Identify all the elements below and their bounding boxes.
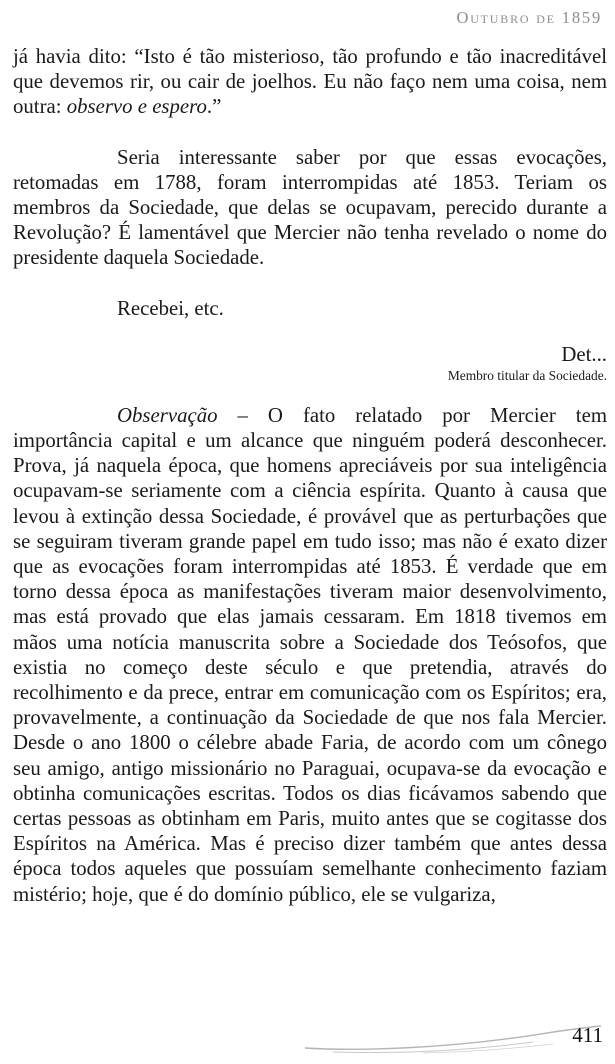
page-body: [13, 44, 607, 907]
paragraph-1-text: já havia dito: “Isto é tão misterioso, tão profundo e tão inacreditável que devemos rir, ou cair de joelhos. Eu não faço nem uma coisa, nem outra:: [13, 45, 607, 119]
signature-role: Membro titular da Sociedade.: [447, 367, 607, 383]
page-footer: [303, 1012, 603, 1056]
page-number: 411: [572, 1023, 603, 1047]
paragraph-1-end: .”: [206, 95, 222, 119]
observation-text: – O fato relatado por Mercier tem importância capital e um alcance que ninguém poderá desconhecer. Prova, já naquela época, que homens apreciáveis por sua inteligência ocupavam-se seriamente com a ciência espírita. Quanto à causa que levou à extinção dessa Sociedade, é provável que as perturbações que se seguiram tiveram grande papel em tudo isso; mas não é exato dizer que as evocações foram interrompidas até 1853. É verdade que em torno dessa época as manifestações tiveram maior desenvolvimento, mas está provado que elas jamais cessaram. Em 1818 tivemos em mãos uma notícia manuscrita sobre a Sociedade dos Teósofos, que existia no começo deste século e que pretendia, através do recolhimento e da prece, entrar em comunicação com os Espíritos; era, provavelmente, a continuação da Sociedade de que nos fala Mercier. Desde o ano 1800 o célebre abade Faria, de acordo com um cônego seu amigo, antigo missionário no Paraguai, ocupava-se da evocação e obtinha comunicações escritas. Todos os dias ficávamos sabendo que certas pessoas as obtinham em Paris, muito antes que se cogitasse dos Espíritos na América. Mas é preciso dizer também que antes dessa época todos aqueles que possuíam semelhante conhecimento faziam mistério; hoje, que é do domínio público, ele se vulgariza,: [13, 403, 607, 906]
observation-label: Observação: [117, 403, 218, 427]
paragraph-1: [13, 44, 607, 120]
observation-paragraph: [13, 403, 607, 907]
paragraph-2: Seria interessante saber por que essas evocações, retomadas em 1788, foram interrompidas até 1853. Teriam os membros da Sociedade, que delas se ocupavam, perecido durante a Revolução? É lamentável que Mercier não tenha revelado o nome do presidente daquela Sociedade.: [13, 145, 607, 270]
signature: Det...: [561, 342, 607, 366]
running-header: Outubro de 1859: [456, 8, 602, 27]
paragraph-1-italic: observo e espero: [66, 95, 207, 119]
swoosh-ornament-icon: [303, 1012, 603, 1056]
closing-line: Recebei, etc.: [117, 296, 224, 320]
